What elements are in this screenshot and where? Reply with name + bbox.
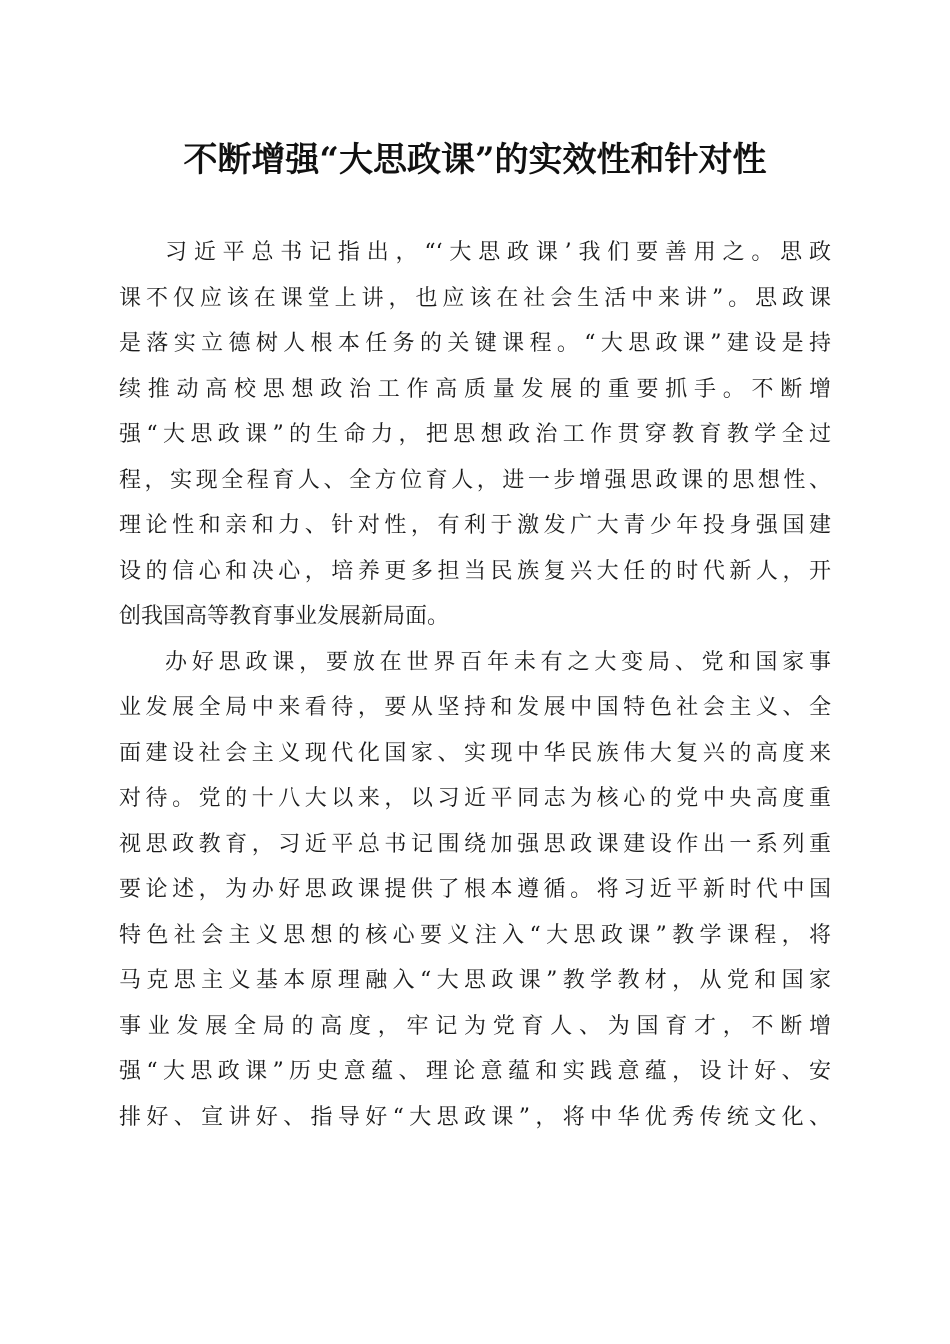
paragraph-1 xyxy=(119,230,831,640)
document-title: 不断增强“大思政课”的实效性和针对性 xyxy=(183,140,767,180)
paragraph-line: 对待。党的十八大以来，以习近平同志为核心的党中央高度重 xyxy=(119,786,831,811)
paragraph-line: 特色社会主义思想的核心要义注入“大思政课”教学课程，将 xyxy=(119,922,831,948)
paragraph-line: 创我国高等教育事业发展新局面。 xyxy=(119,604,450,629)
paragraph-line: 事业发展全局的高度，牢记为党育人、为国育才，不断增 xyxy=(119,1013,831,1039)
paragraph-line: 程，实现全程育人、全方位育人，进一步增强思政课的思想性、 xyxy=(119,467,831,493)
paragraph-line: 视思政教育，习近平总书记围绕加强思政课建设作出一系列重 xyxy=(119,831,831,857)
paragraph-line: 课不仅应该在课堂上讲，也应该在社会生活中来讲”。思政课 xyxy=(119,285,831,311)
paragraph-line: 要论述，为办好思政课提供了根本遵循。将习近平新时代中国 xyxy=(119,877,831,902)
paragraph-line: 业发展全局中来看待，要从坚持和发展中国特色社会主义、全 xyxy=(119,695,831,720)
paragraph-line: 马克思主义基本原理融入“大思政课”教学教材，从党和国家 xyxy=(119,968,831,993)
paragraph-2 xyxy=(119,640,831,1141)
paragraph-line: 是落实立德树人根本任务的关键课程。“大思政课”建设是持 xyxy=(119,331,831,356)
paragraph-line: 办好思政课，要放在世界百年未有之大变局、党和国家事 xyxy=(165,649,831,675)
paragraph-line: 排好、宣讲好、指导好“大思政课”，将中华优秀传统文化、 xyxy=(119,1104,831,1130)
paragraph-line: 续推动高校思想政治工作高质量发展的重要抓手。不断增 xyxy=(119,376,831,402)
paragraph-line: 设的信心和决心，培养更多担当民族复兴大任的时代新人，开 xyxy=(119,558,831,584)
paragraph-line: 面建设社会主义现代化国家、实现中华民族伟大复兴的高度来 xyxy=(119,740,831,766)
paragraph-line: 强“大思政课”历史意蕴、理论意蕴和实践意蕴，设计好、安 xyxy=(119,1059,831,1084)
paragraph-line: 习近平总书记指出，“‘大思政课’我们要善用之。思政 xyxy=(165,240,831,265)
document-body xyxy=(119,230,831,1140)
paragraph-line: 理论性和亲和力、针对性，有利于激发广大青少年投身强国建 xyxy=(119,513,831,538)
paragraph-line: 强“大思政课”的生命力，把思想政治工作贯穿教育教学全过 xyxy=(119,422,831,447)
